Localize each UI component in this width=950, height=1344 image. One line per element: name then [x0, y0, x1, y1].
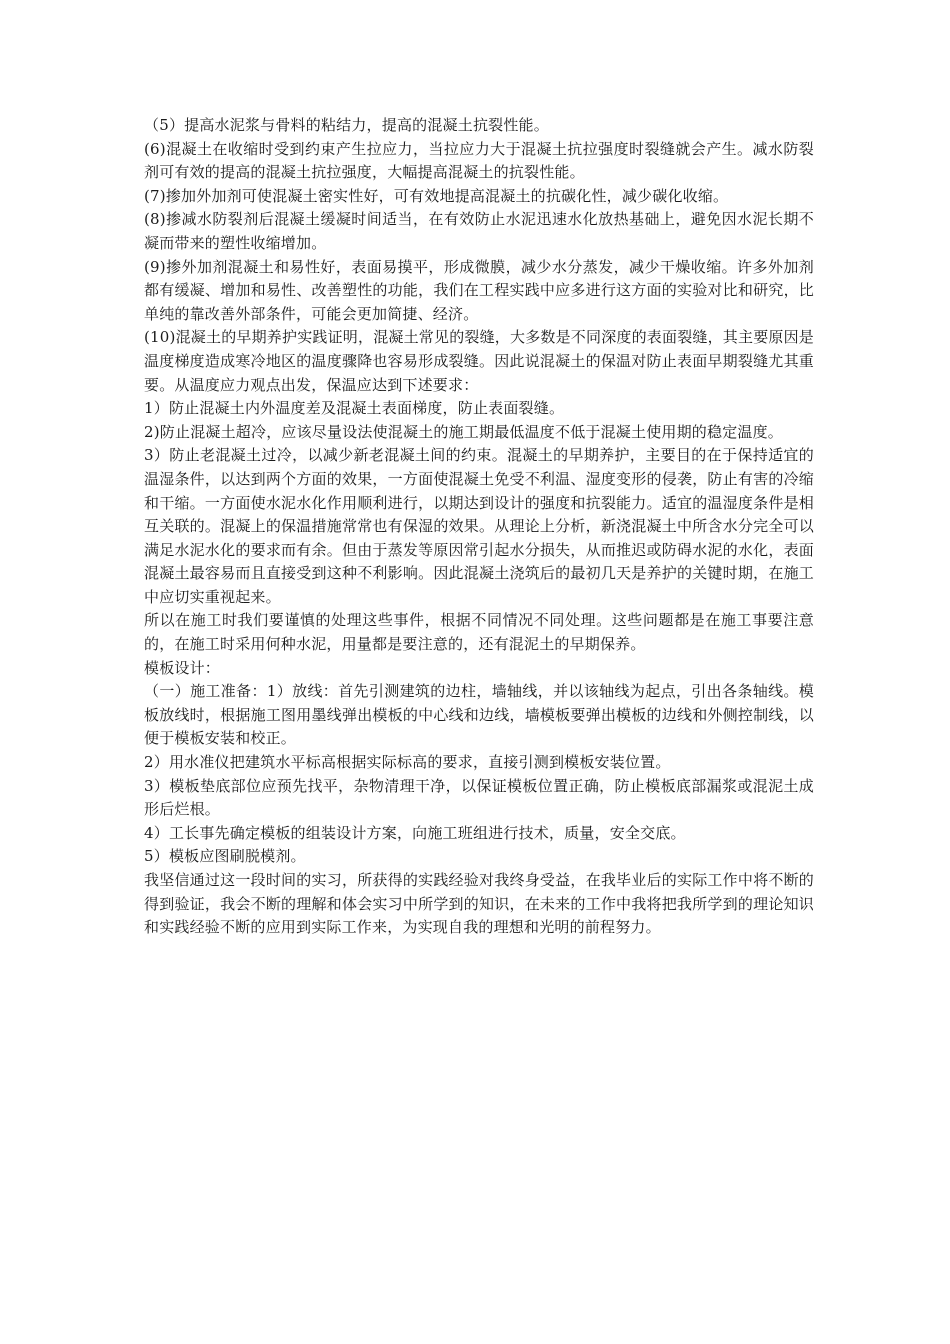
paragraph-9: 3）防止老混凝土过冷，以减少新老混凝土间的约束。混凝土的早期养护，主要目的在于保持适宜的温湿条件，以达到两个方面的效果，一方面使混凝土免受不利温、湿度变形的侵袭，防止有害的冷缩和干缩。一方面使水泥水化作用顺利进行，以期达到设计的强度和抗裂能力。适宜的温湿度条件是相互关联的。混凝上的保温措施常常也有保湿的效果。从理论上分析，新浇混凝土中所含水分完全可以满足水泥水化的要求而有余。但由于蒸发等原因常引起水分损失，从而推迟或防碍水泥的水化，表面混凝土最容易而且直接受到这种不利影响。因此混凝土浇筑后的最初几天是养护的关键时期，在施工中应切实重视起来。 [144, 446, 814, 606]
paragraph-13: 2）用水准仪把建筑水平标高根据实际标高的要求，直接引测到模板安装位置。 [144, 753, 671, 772]
document-body [144, 114, 814, 940]
paragraph-17: 我坚信通过这一段时间的实习，所获得的实践经验对我终身受益，在我毕业后的实际工作中将不断的得到验证，我会不断的理解和体会实习中所学到的知识，在未来的工作中我将把我所学到的理论知识和实践经验不断的应用到实际工作来，为实现自我的理想和光明的前程努力。 [144, 871, 814, 937]
paragraph-14: 3）模板垫底部位应预先找平，杂物清理干净，以保证模板位置正确，防止模板底部漏浆或混泥土成形后烂根。 [144, 776, 814, 819]
paragraph-7: 1）防止混凝土内外温度差及混凝土表面梯度，防止表面裂缝。 [144, 399, 565, 418]
paragraph-2: (6)混凝土在收缩时受到约束产生拉应力，当拉应力大于混凝土抗拉强度时裂缝就会产生。减水防裂剂可有效的提高的混凝土抗拉强度，大幅提高混凝土的抗裂性能。 [144, 139, 814, 182]
paragraph-4: (8)掺减水防裂剂后混凝土缓凝时间适当，在有效防止水泥迅速水化放热基础上，避免因水泥长期不凝而带来的塑性收缩增加。 [144, 210, 814, 252]
paragraph-5: (9)掺外加剂混凝土和易性好，表面易摸平，形成微膜，减少水分蒸发，减少干燥收缩。许多外加剂都有缓凝、增加和易性、改善塑性的功能，我们在工程实践中应多进行这方面的实验对比和研究，比单纯的靠改善外部条件，可能会更加简捷、经济。 [144, 257, 814, 323]
paragraph-15: 4）工长事先确定模板的组装设计方案，向施工班组进行技术，质量，安全交底。 [144, 823, 686, 842]
paragraph-10: 所以在施工时我们要谨慎的处理这些事件，根据不同情况不同处理。这些问题都是在施工事要注意的，在施工时采用何种水泥，用量都是要注意的，还有混泥土的早期保养。 [144, 611, 814, 654]
paragraph-16: 5）模板应图刷脱模剂。 [144, 847, 306, 866]
paragraph-12: （一）施工准备：1）放线：首先引测建筑的边柱，墙轴线，并以该轴线为起点，引出各条轴线。模板放线时，根据施工图用墨线弹出模板的中心线和边线，墙模板要弹出模板的边线和外侧控制线，以便于模板安装和校正。 [144, 682, 814, 748]
paragraph-3: (7)掺加外加剂可使混凝土密实性好，可有效地提高混凝土的抗碳化性，减少碳化收缩。 [144, 186, 729, 205]
paragraph-6: (10)混凝土的早期养护实践证明，混凝土常见的裂缝，大多数是不同深度的表面裂缝，其主要原因是温度梯度造成寒冷地区的温度骤降也容易形成裂缝。因此说混凝土的保温对防止表面早期裂缝尤其重要。从温度应力观点出发，保温应达到下述要求： [144, 328, 814, 394]
section-heading: 模板设计： [144, 658, 221, 677]
paragraph-8: 2)防止混凝土超冷，应该尽量设法使混凝土的施工期最低温度不低于混凝土使用期的稳定温度。 [144, 422, 783, 441]
paragraph-1: （5）提高水泥浆与骨料的粘结力，提高的混凝土抗裂性能。 [144, 116, 549, 134]
